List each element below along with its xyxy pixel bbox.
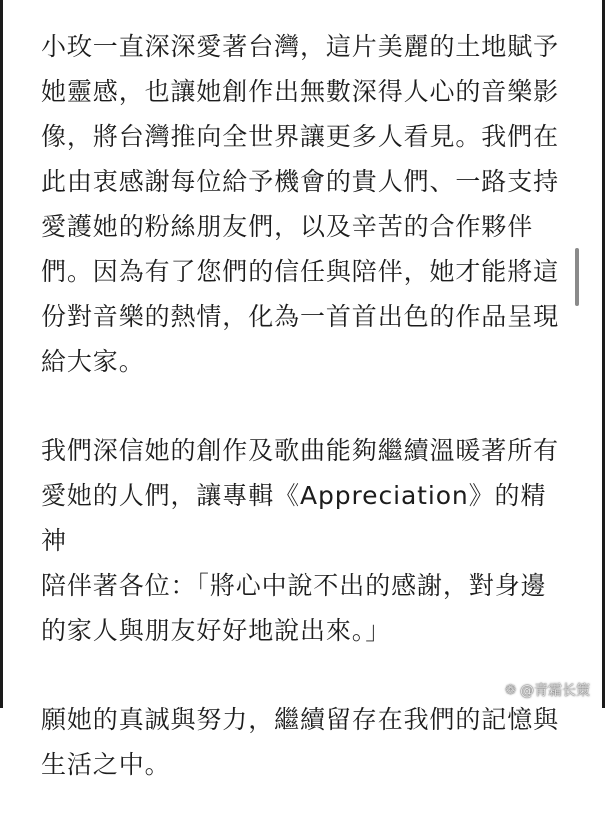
paw-icon: ❁	[505, 682, 516, 698]
watermark-text: @青霜长策	[520, 683, 590, 699]
watermark	[505, 680, 590, 700]
article-body	[41, 24, 571, 831]
paragraph-1: 小玫一直深深愛著台灣，這片美麗的土地賦予 她靈感，也讓她創作出無數深得人心的音樂影 像，將台灣推向全世界讓更多人看見。我們在 此由衷感謝每位給予機會的貴人們、一路支持 愛護她的粉絲朋友們，以及辛苦的合作夥伴 們。因為有了您們的信任與陪伴，她才能將這 份對音樂的熱情，化為一首首出色的作品呈現 給大家。	[41, 32, 560, 376]
scrollbar-thumb[interactable]	[575, 248, 579, 306]
paragraph-3: 願她的真誠與努力，繼續留存在我們的記憶與 生活之中。	[41, 705, 560, 779]
paragraph-2: 我們深信她的創作及歌曲能夠繼續溫暖著所有 愛她的人們，讓專輯《Appreciation》的精神 陪伴著各位：「將心中說不出的感謝，對身邊 的家人與朋友好好地說出來。」	[41, 436, 560, 645]
